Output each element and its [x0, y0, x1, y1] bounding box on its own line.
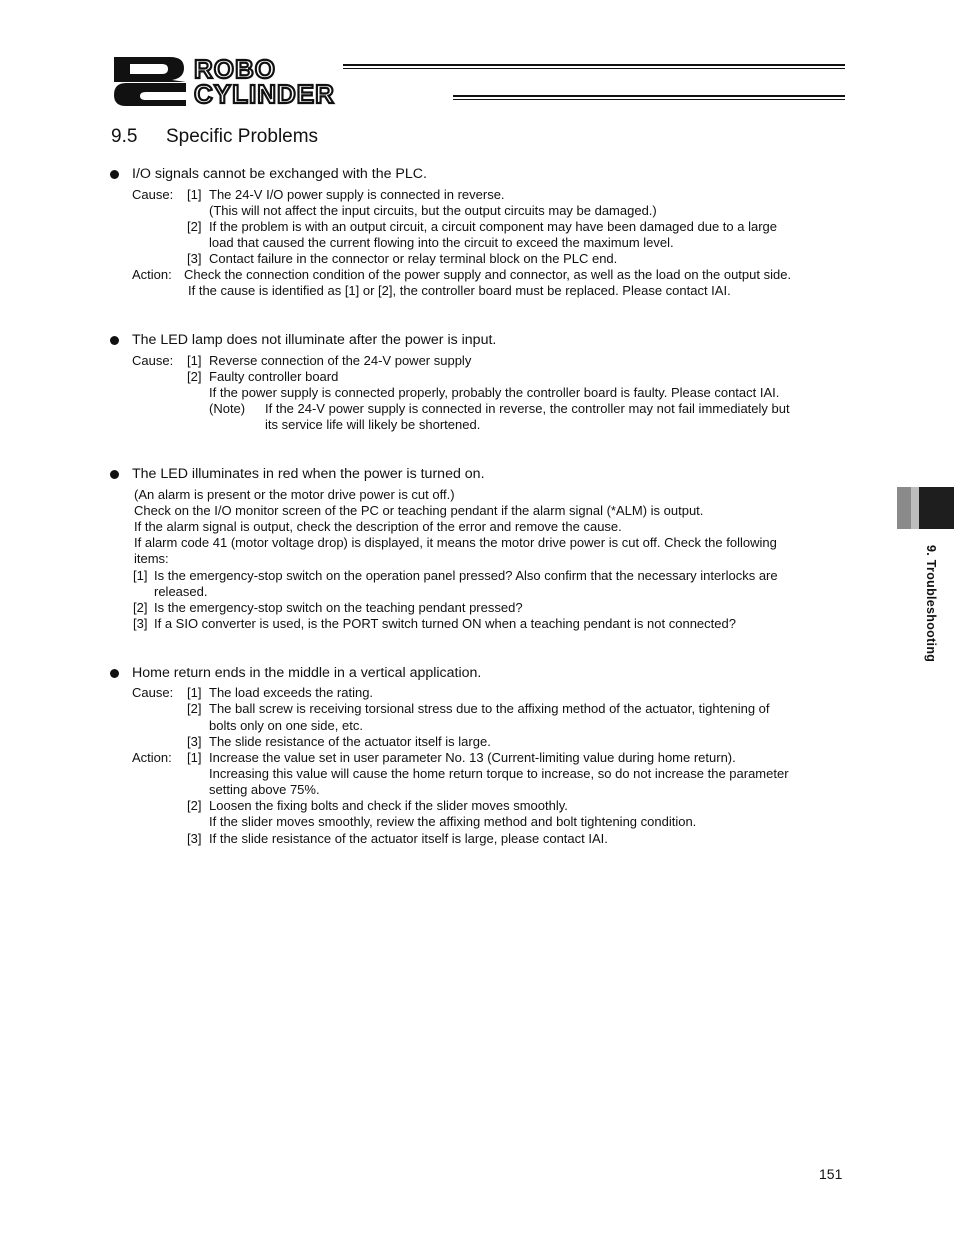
item-number: [2]: [187, 798, 202, 813]
header-rule-top-2: [343, 68, 845, 69]
text-line: Check the connection condition of the power supply and connector, as well as the load on the output side.: [184, 267, 792, 282]
section-title-text: Specific Problems: [166, 126, 319, 147]
text-line: If the power supply is connected properly, probably the controller board is faulty. Please contact IAI.: [209, 385, 780, 400]
page-number: 151: [819, 1166, 843, 1182]
cause-label: Cause:: [132, 353, 174, 368]
cause-label: Cause:: [132, 685, 174, 700]
text-line: If the cause is identified as [1] or [2], the controller board must be replaced. Please contact IAI.: [188, 283, 731, 298]
item-number: [3]: [133, 616, 148, 631]
item-number: [2]: [187, 219, 202, 234]
text-line: bolts only on one side, etc.: [209, 718, 363, 733]
chapter-tab-dark: [919, 487, 954, 529]
item-number: [2]: [187, 369, 202, 384]
chapter-tab-mid: [911, 487, 919, 529]
item-number: [3]: [187, 831, 202, 846]
header-rule-bottom-2: [453, 99, 845, 100]
bullet-icon: [110, 470, 119, 479]
chapter-side-label: 9. Troubleshooting: [924, 545, 938, 663]
problem-heading-io-signals: I/O signals cannot be exchanged with the PLC.: [132, 166, 427, 182]
text-line: The ball screw is receiving torsional stress due to the affixing method of the actuator, tightening of: [209, 701, 770, 716]
text-line: Increasing this value will cause the home return torque to increase, so do not increase the parameter: [209, 766, 789, 781]
text-line: If a SIO converter is used, is the PORT switch turned ON when a teaching pendant is not connected?: [154, 616, 736, 631]
item-number: [1]: [187, 750, 202, 765]
item-number: [1]: [187, 353, 202, 368]
logo-text-cylinder: CYLINDER: [194, 79, 335, 106]
item-number: [1]: [133, 568, 148, 583]
problem-heading-led-red: The LED illuminates in red when the power is turned on.: [132, 466, 485, 482]
text-line: (This will not affect the input circuits, but the output circuits may be damaged.): [209, 203, 657, 218]
bullet-icon: [110, 669, 119, 678]
text-line: The load exceeds the rating.: [209, 685, 374, 700]
logo-text-robo: ROBO: [194, 56, 276, 84]
problem-heading-home-return: Home return ends in the middle in a vertical application.: [132, 665, 482, 681]
text-line: If the slider moves smoothly, review the affixing method and bolt tightening condition.: [209, 814, 697, 829]
text-line: Is the emergency-stop switch on the operation panel pressed? Also confirm that the necessary interlocks are: [154, 568, 778, 583]
item-number: [3]: [187, 251, 202, 266]
action-label: Action:: [132, 267, 172, 282]
text-line: If the 24-V power supply is connected in reverse, the controller may not fail immediately but: [265, 401, 790, 416]
text-line: load that caused the current flowing into the circuit to exceed the maximum level.: [209, 235, 674, 250]
note-label: (Note): [209, 401, 246, 416]
bullet-icon: [110, 170, 119, 179]
section-title: [111, 126, 318, 148]
text-line: The 24-V I/O power supply is connected in reverse.: [209, 187, 505, 202]
text-line: its service life will likely be shortened.: [265, 417, 481, 432]
text-line: setting above 75%.: [209, 782, 320, 797]
action-label: Action:: [132, 750, 172, 765]
text-line: Loosen the fixing bolts and check if the slider moves smoothly.: [209, 798, 568, 813]
text-line: If the problem is with an output circuit, a circuit component may have been damaged due to a large: [209, 219, 777, 234]
text-line: (An alarm is present or the motor drive power is cut off.): [134, 487, 455, 502]
bullet-icon: [110, 336, 119, 345]
item-number: [2]: [187, 701, 202, 716]
text-line: Check on the I/O monitor screen of the PC or teaching pendant if the alarm signal (*ALM) is output.: [134, 503, 704, 518]
item-number: [1]: [187, 187, 202, 202]
text-line: Faulty controller board: [209, 369, 339, 384]
problem-heading-led-not-lit: The LED lamp does not illuminate after the power is input.: [132, 332, 497, 348]
text-line: Increase the value set in user parameter No. 13 (Current-limiting value during home return).: [209, 750, 736, 765]
text-line: Reverse connection of the 24-V power supply: [209, 353, 472, 368]
text-line: If the alarm signal is output, check the description of the error and remove the cause.: [134, 519, 622, 534]
text-line: released.: [154, 584, 208, 599]
text-line: The slide resistance of the actuator itself is large.: [209, 734, 491, 749]
cause-label: Cause:: [132, 187, 174, 202]
header-rule-bottom-1: [453, 95, 845, 97]
section-number: 9.5: [111, 126, 138, 147]
text-line: Is the emergency-stop switch on the teaching pendant pressed?: [154, 600, 523, 615]
text-line: If alarm code 41 (motor voltage drop) is displayed, it means the motor drive power is cut off. Check the following: [134, 535, 777, 550]
item-number: [2]: [133, 600, 148, 615]
item-number: [3]: [187, 734, 202, 749]
text-line: If the slide resistance of the actuator itself is large, please contact IAI.: [209, 831, 608, 846]
item-number: [1]: [187, 685, 202, 700]
header-rule-top-1: [343, 64, 845, 66]
text-line: items:: [134, 551, 169, 566]
text-line: Contact failure in the connector or relay terminal block on the PLC end.: [209, 251, 618, 266]
